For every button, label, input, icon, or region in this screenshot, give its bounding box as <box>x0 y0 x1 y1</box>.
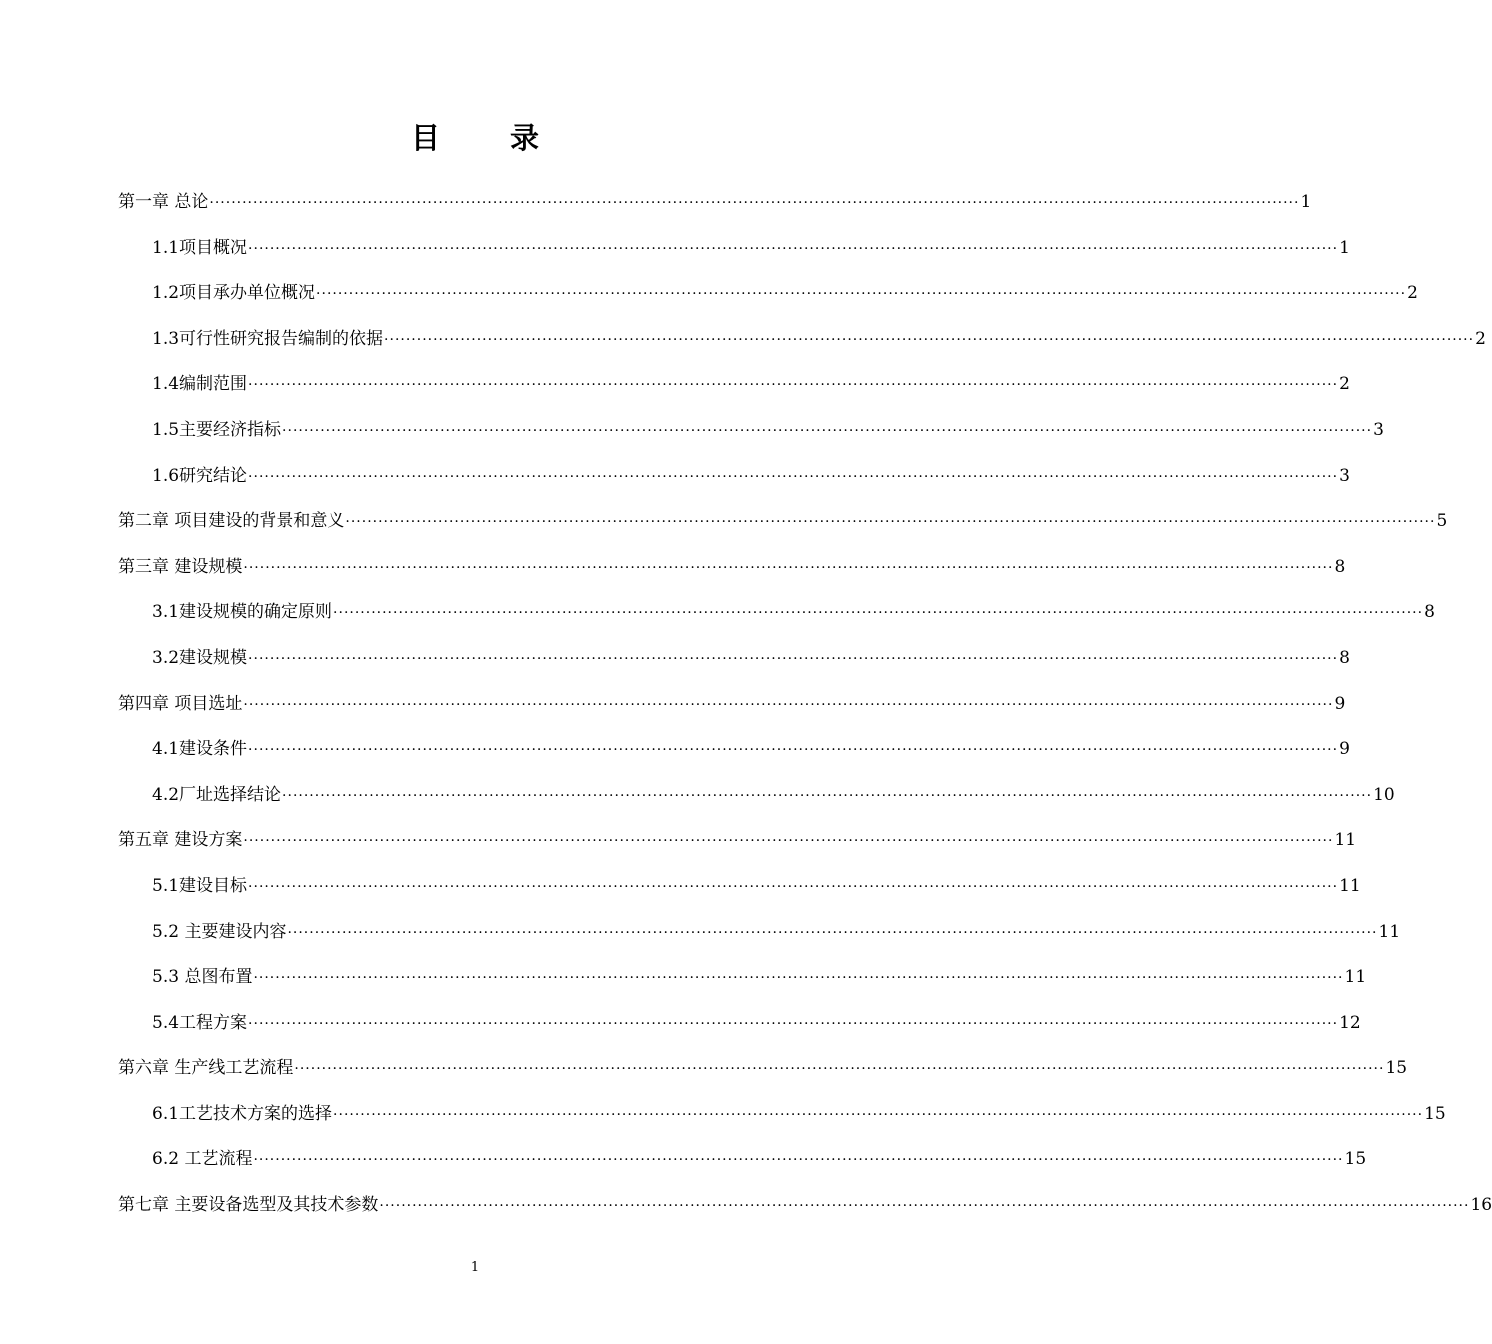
toc-entry-label: 3.2建设规模 <box>152 647 248 668</box>
toc-entry[interactable] <box>118 636 1350 682</box>
toc-dot-leader: ········································································································································································································ <box>248 878 1339 895</box>
toc-entry-label: 6.2 工艺流程 <box>152 1149 253 1170</box>
toc-dot-leader: ········································································································································································································ <box>253 970 1344 987</box>
toc-dot-leader: ········································································································································································································ <box>243 559 1334 576</box>
toc-entry-label: 1.4编制范围 <box>152 374 248 395</box>
toc-dot-leader: ········································································································································································································ <box>345 514 1436 531</box>
toc-entry-page: 1 <box>1339 237 1350 258</box>
toc-entry[interactable] <box>118 499 1448 545</box>
page-number: 1 <box>470 1260 480 1275</box>
toc-dot-leader: ········································································································································································································ <box>294 1061 1385 1078</box>
toc-entry[interactable] <box>118 317 1486 363</box>
toc-dot-leader: ········································································································································································································ <box>282 422 1373 439</box>
toc-entry[interactable] <box>118 727 1350 773</box>
toc-entry-label: 1.2项目承办单位概况 <box>152 283 316 304</box>
toc-entry-page: 2 <box>1407 283 1418 304</box>
toc-entry[interactable] <box>118 408 1384 454</box>
toc-entry-label: 5.3 总图布置 <box>152 967 253 988</box>
toc-entry-label: 5.2 主要建设内容 <box>152 921 287 942</box>
toc-entry-label: 5.1建设目标 <box>152 875 248 896</box>
toc-entry-page: 8 <box>1334 556 1346 577</box>
toc-entry-label: 第二章 项目建设的背景和意义 <box>118 511 345 532</box>
toc-entry[interactable] <box>118 545 1346 591</box>
toc-dot-leader: ········································································································································································································ <box>282 787 1373 804</box>
toc-entry-page: 5 <box>1436 511 1448 532</box>
toc-dot-leader: ········································································································································································································ <box>253 1152 1344 1169</box>
toc-dot-leader: ········································································································································································································ <box>316 286 1407 303</box>
toc-entry[interactable] <box>118 271 1418 317</box>
toc-entry-label: 1.3可行性研究报告编制的依据 <box>152 328 384 349</box>
toc-dot-leader: ········································································································································································································ <box>243 833 1334 850</box>
toc-entry-label: 第四章 项目选址 <box>118 693 243 714</box>
table-of-contents <box>118 180 1492 1229</box>
toc-entry[interactable] <box>118 180 1312 226</box>
toc-entry-label: 第三章 建设规模 <box>118 556 243 577</box>
toc-entry-page: 11 <box>1339 875 1361 896</box>
toc-dot-leader: ········································································································································································································ <box>333 605 1424 622</box>
toc-entry-page: 15 <box>1344 1149 1367 1170</box>
toc-entry-label: 第六章 生产线工艺流程 <box>118 1058 294 1079</box>
toc-entry-label: 1.5主要经济指标 <box>152 419 282 440</box>
toc-dot-leader: ········································································································································································································ <box>333 1106 1424 1123</box>
toc-entry-page: 2 <box>1339 374 1350 395</box>
toc-entry-page: 11 <box>1334 830 1357 851</box>
toc-entry-label: 6.1工艺技术方案的选择 <box>152 1103 333 1124</box>
toc-entry-label: 4.2厂址选择结论 <box>152 784 282 805</box>
toc-entry[interactable] <box>118 1001 1361 1047</box>
toc-dot-leader: ········································································································································································································ <box>248 468 1339 485</box>
toc-entry-label: 1.1项目概况 <box>152 237 248 258</box>
toc-entry[interactable] <box>118 590 1435 636</box>
toc-entry-page: 1 <box>1300 192 1312 212</box>
toc-entry[interactable] <box>118 910 1401 956</box>
toc-entry-page: 8 <box>1339 647 1350 668</box>
toc-entry-page: 9 <box>1334 693 1346 714</box>
toc-entry-page: 11 <box>1378 921 1401 942</box>
toc-entry-label: 5.4工程方案 <box>152 1012 248 1033</box>
toc-entry[interactable] <box>118 773 1395 819</box>
toc-entry-label: 1.6研究结论 <box>152 465 248 486</box>
toc-entry[interactable] <box>118 1046 1408 1092</box>
toc-entry-label: 3.1建设规模的确定原则 <box>152 602 333 623</box>
toc-dot-leader: ········································································································································································································ <box>248 742 1339 759</box>
toc-entry[interactable] <box>118 682 1346 728</box>
toc-dot-leader: ········································································································································································································ <box>248 1015 1339 1032</box>
toc-entry[interactable] <box>118 362 1350 408</box>
toc-entry-label: 第五章 建设方案 <box>118 830 243 851</box>
toc-entry[interactable] <box>118 1092 1446 1138</box>
toc-entry-page: 15 <box>1385 1058 1408 1079</box>
toc-entry[interactable] <box>118 955 1367 1001</box>
toc-entry-page: 12 <box>1339 1012 1361 1033</box>
toc-entry-page: 16 <box>1470 1195 1492 1216</box>
toc-entry-page: 11 <box>1344 967 1367 988</box>
toc-entry[interactable] <box>118 226 1350 272</box>
toc-entry[interactable] <box>118 864 1361 910</box>
toc-entry-label: 第七章 主要设备选型及其技术参数 <box>118 1195 379 1216</box>
toc-dot-leader: ········································································································································································································ <box>384 331 1475 348</box>
toc-entry-page: 3 <box>1373 419 1384 440</box>
toc-dot-leader: ········································································································································································································ <box>379 1198 1470 1215</box>
toc-dot-leader: ········································································································································································································ <box>248 240 1339 257</box>
toc-dot-leader: ········································································································································································································ <box>209 195 1300 211</box>
toc-dot-leader: ········································································································································································································ <box>248 650 1339 667</box>
page-title: 目 录 <box>410 121 570 155</box>
toc-entry-label: 4.1建设条件 <box>152 739 248 760</box>
toc-entry-page: 10 <box>1373 784 1395 805</box>
toc-entry-page: 9 <box>1339 739 1350 760</box>
toc-entry-page: 2 <box>1475 328 1486 349</box>
toc-entry[interactable] <box>118 1137 1367 1183</box>
toc-dot-leader: ········································································································································································································ <box>248 377 1339 394</box>
toc-entry[interactable] <box>118 818 1357 864</box>
toc-entry[interactable] <box>118 454 1350 500</box>
toc-entry-label: 第一章 总论 <box>118 192 209 212</box>
toc-entry[interactable] <box>118 1183 1492 1229</box>
toc-entry-page: 8 <box>1424 602 1435 623</box>
toc-entry-page: 15 <box>1424 1103 1446 1124</box>
toc-dot-leader: ········································································································································································································ <box>287 924 1378 941</box>
toc-entry-page: 3 <box>1339 465 1350 486</box>
toc-dot-leader: ········································································································································································································ <box>243 696 1334 713</box>
